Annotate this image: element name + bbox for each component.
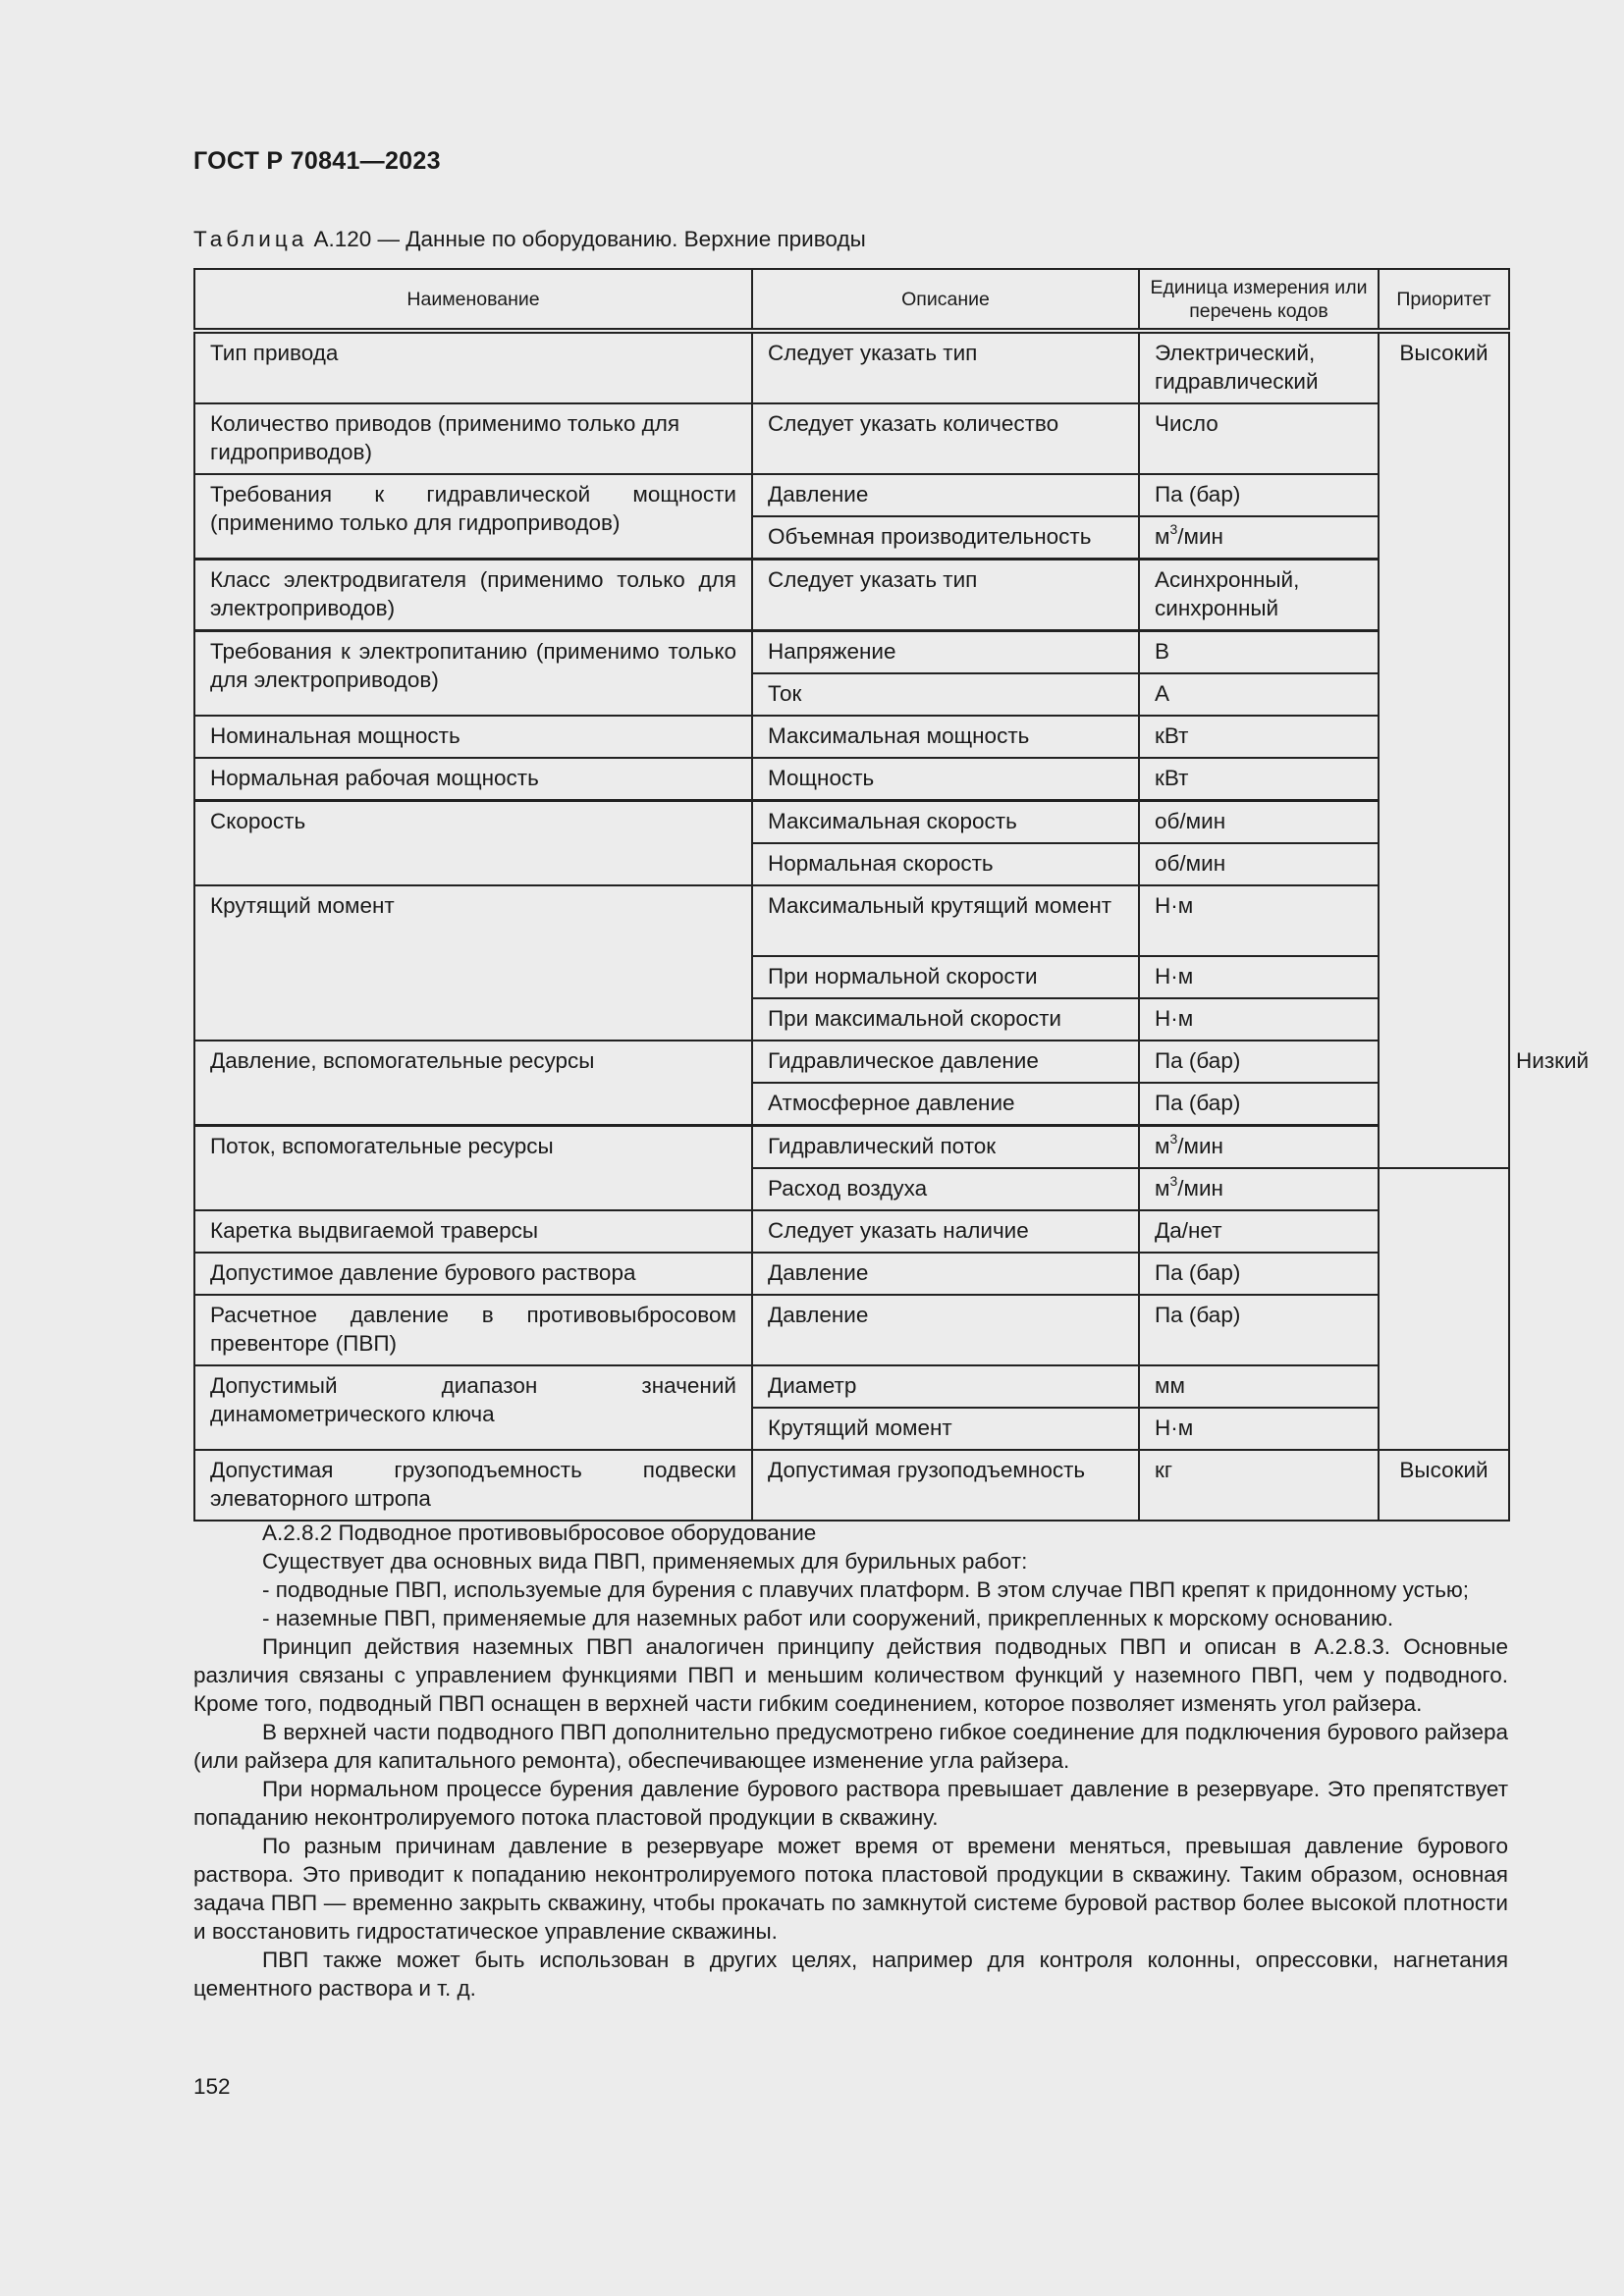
cell-description: Максимальный крутящий момент <box>752 885 1139 956</box>
table-row <box>194 560 1509 631</box>
paragraph: В верхней части подводного ПВП дополнительно предусмотрено гибкое соединение для подключения бурового райзера (или райзера для капитального ремонта), обеспечивающее изменение угла райзера. <box>193 1720 1508 1773</box>
table-row <box>194 801 1509 844</box>
paragraph: По разным причинам давление в резервуаре может время от времени меняться, превышая давление бурового раствора. Это приводит к попаданию неконтролируемого потока пластовой продукции в скважину. Таким образом, основная задача ПВП — временно закрыть скважину, чтобы прокачать по замкнутой системе буровой раствор более высокой плотности и восстановить гидростатическое управление скважины. <box>193 1834 1508 1944</box>
cell-unit: В <box>1139 631 1379 674</box>
table-row <box>194 631 1509 674</box>
cell-description: Следует указать количество <box>752 403 1139 474</box>
table-row <box>194 1365 1509 1408</box>
cell-description: Атмосферное давление <box>752 1083 1139 1126</box>
cell-unit: кВт <box>1139 758 1379 801</box>
document-code: ГОСТ Р 70841—2023 <box>193 147 441 175</box>
column-header-description: Описание <box>752 269 1139 331</box>
cell-unit: А <box>1139 673 1379 716</box>
cell-unit: об/мин <box>1139 843 1379 885</box>
cell-name: Номинальная мощность <box>194 716 752 758</box>
cell-description: Давление <box>752 474 1139 516</box>
table-row <box>194 1253 1509 1295</box>
cell-description: Следует указать тип <box>752 331 1139 403</box>
cell-name: Допустимое давление бурового раствора <box>194 1253 752 1295</box>
cell-unit: кг <box>1139 1450 1379 1521</box>
cell-description: Ток <box>752 673 1139 716</box>
table-row <box>194 1450 1509 1521</box>
table-row <box>194 758 1509 801</box>
cell-name: Требования к гидравлической мощности (применимо только для гидроприводов) <box>194 474 752 560</box>
cell-description: Максимальная скорость <box>752 801 1139 844</box>
column-header-name: Наименование <box>194 269 752 331</box>
cell-priority: Высокий <box>1379 331 1509 1168</box>
table-row <box>194 716 1509 758</box>
cell-unit: Па (бар) <box>1139 1295 1379 1365</box>
cell-description: Нормальная скорость <box>752 843 1139 885</box>
cell-description: Давление <box>752 1253 1139 1295</box>
cell-priority: Высокий <box>1379 1450 1509 1521</box>
cell-name: Класс электродвигателя (применимо только для электроприводов) <box>194 560 752 631</box>
unit-exponent: 3 <box>1169 1172 1178 1189</box>
column-header-priority: Приоритет <box>1379 269 1509 331</box>
cell-description: Мощность <box>752 758 1139 801</box>
cell-unit: Электрический, гидравлический <box>1139 331 1379 403</box>
table-row <box>194 403 1509 474</box>
section-heading: А.2.8.2 Подводное противовыбросовое оборудование <box>262 1521 817 1545</box>
cell-description: При нормальной скорости <box>752 956 1139 998</box>
table-row <box>194 1126 1509 1169</box>
cell-description: Максимальная мощность <box>752 716 1139 758</box>
cell-name: Давление, вспомогательные ресурсы <box>194 1041 752 1126</box>
cell-name: Нормальная рабочая мощность <box>194 758 752 801</box>
cell-unit: Н·м <box>1139 885 1379 956</box>
cell-unit <box>1139 1168 1379 1210</box>
cell-name: Количество приводов (применимо только для гидроприводов) <box>194 403 752 474</box>
cell-description: Напряжение <box>752 631 1139 674</box>
unit-base: м <box>1155 524 1170 549</box>
table-header-row <box>194 269 1509 331</box>
paragraph: ПВП также может быть использован в других целях, например для контроля колонны, опрессовки, нагнетания цементного раствора и т. д. <box>193 1948 1508 2001</box>
cell-name: Поток, вспомогательные ресурсы <box>194 1126 752 1211</box>
page-number: 152 <box>193 2074 231 2099</box>
table-row <box>194 474 1509 516</box>
cell-description: Следует указать тип <box>752 560 1139 631</box>
unit-exponent: 3 <box>1169 520 1178 537</box>
cell-description: Допустимая грузоподъемность <box>752 1450 1139 1521</box>
cell-description: Объемная производительность <box>752 516 1139 560</box>
unit-exponent: 3 <box>1169 1130 1178 1147</box>
cell-name: Допустимая грузоподъемность подвески элеваторного штропа <box>194 1450 752 1521</box>
cell-name: Расчетное давление в противовыбросовом превенторе (ПВП) <box>194 1295 752 1365</box>
cell-unit: Да/нет <box>1139 1210 1379 1253</box>
cell-unit: Число <box>1139 403 1379 474</box>
cell-description: Расход воздуха <box>752 1168 1139 1210</box>
body-text <box>193 1519 1508 2002</box>
table-row <box>194 1210 1509 1253</box>
cell-unit: Па (бар) <box>1139 1041 1379 1083</box>
cell-name: Допустимый диапазон значений динамометрического ключа <box>194 1365 752 1450</box>
paragraph: Принцип действия наземных ПВП аналогичен принципу действия подводных ПВП и описан в А.2.8.3. Основные различия связаны с управлением функциями ПВП и меньшим количеством функций у наземного ПВП, чем у подводного. Кроме того, подводный ПВП оснащен в верхней части гибким соединением, которое позволяет изменять угол райзера. <box>193 1634 1508 1716</box>
cell-description: Гидравлическое давление <box>752 1041 1139 1083</box>
table-caption-label: Таблица <box>193 227 308 251</box>
cell-name: Крутящий момент <box>194 885 752 1041</box>
cell-unit: Н·м <box>1139 1408 1379 1450</box>
list-item: - наземные ПВП, применяемые для наземных работ или сооружений, прикрепленных к морскому основанию. <box>262 1606 1394 1630</box>
cell-unit: Па (бар) <box>1139 1083 1379 1126</box>
cell-description: Следует указать наличие <box>752 1210 1139 1253</box>
cell-unit <box>1139 516 1379 560</box>
cell-description: При максимальной скорости <box>752 998 1139 1041</box>
cell-description: Гидравлический поток <box>752 1126 1139 1169</box>
cell-unit: Н·м <box>1139 998 1379 1041</box>
cell-unit: мм <box>1139 1365 1379 1408</box>
cell-name: Каретка выдвигаемой траверсы <box>194 1210 752 1253</box>
table-row <box>194 331 1509 403</box>
unit-base: м <box>1155 1134 1170 1158</box>
table-caption-text: А.120 — Данные по оборудованию. Верхние приводы <box>307 227 866 251</box>
unit-tail: /мин <box>1177 1176 1223 1201</box>
table-caption <box>193 227 866 252</box>
cell-unit: Н·м <box>1139 956 1379 998</box>
cell-name: Скорость <box>194 801 752 886</box>
unit-base: м <box>1155 1176 1170 1201</box>
cell-name: Тип привода <box>194 331 752 403</box>
cell-description: Давление <box>752 1295 1139 1365</box>
table-row: Давление, вспомогательные ресурсы Гидравлическое давление Па (бар) Низкий <box>194 1041 1509 1083</box>
cell-unit: об/мин <box>1139 801 1379 844</box>
cell-unit: Па (бар) <box>1139 474 1379 516</box>
table-row <box>194 1295 1509 1365</box>
cell-name: Требования к электропитанию (применимо только для электроприводов) <box>194 631 752 717</box>
equipment-table <box>193 268 1590 1522</box>
table-row <box>194 885 1509 956</box>
column-header-unit: Единица измерения или перечень кодов <box>1139 269 1379 331</box>
list-item: - подводные ПВП, используемые для бурения с плавучих платформ. В этом случае ПВП крепят к придонному устью; <box>262 1577 1470 1602</box>
unit-tail: /мин <box>1177 524 1223 549</box>
cell-description: Крутящий момент <box>752 1408 1139 1450</box>
cell-unit <box>1139 1126 1379 1169</box>
cell-unit: Па (бар) <box>1139 1253 1379 1295</box>
unit-tail: /мин <box>1177 1134 1223 1158</box>
cell-unit: кВт <box>1139 716 1379 758</box>
cell-description: Диаметр <box>752 1365 1139 1408</box>
cell-unit: Асинхронный, синхронный <box>1139 560 1379 631</box>
paragraph: При нормальном процессе бурения давление бурового раствора превышает давление в резервуаре. Это препятствует попаданию неконтролируемого потока пластовой продукции в скважину. <box>193 1777 1508 1830</box>
paragraph: Существует два основных вида ПВП, применяемых для бурильных работ: <box>262 1549 1028 1574</box>
